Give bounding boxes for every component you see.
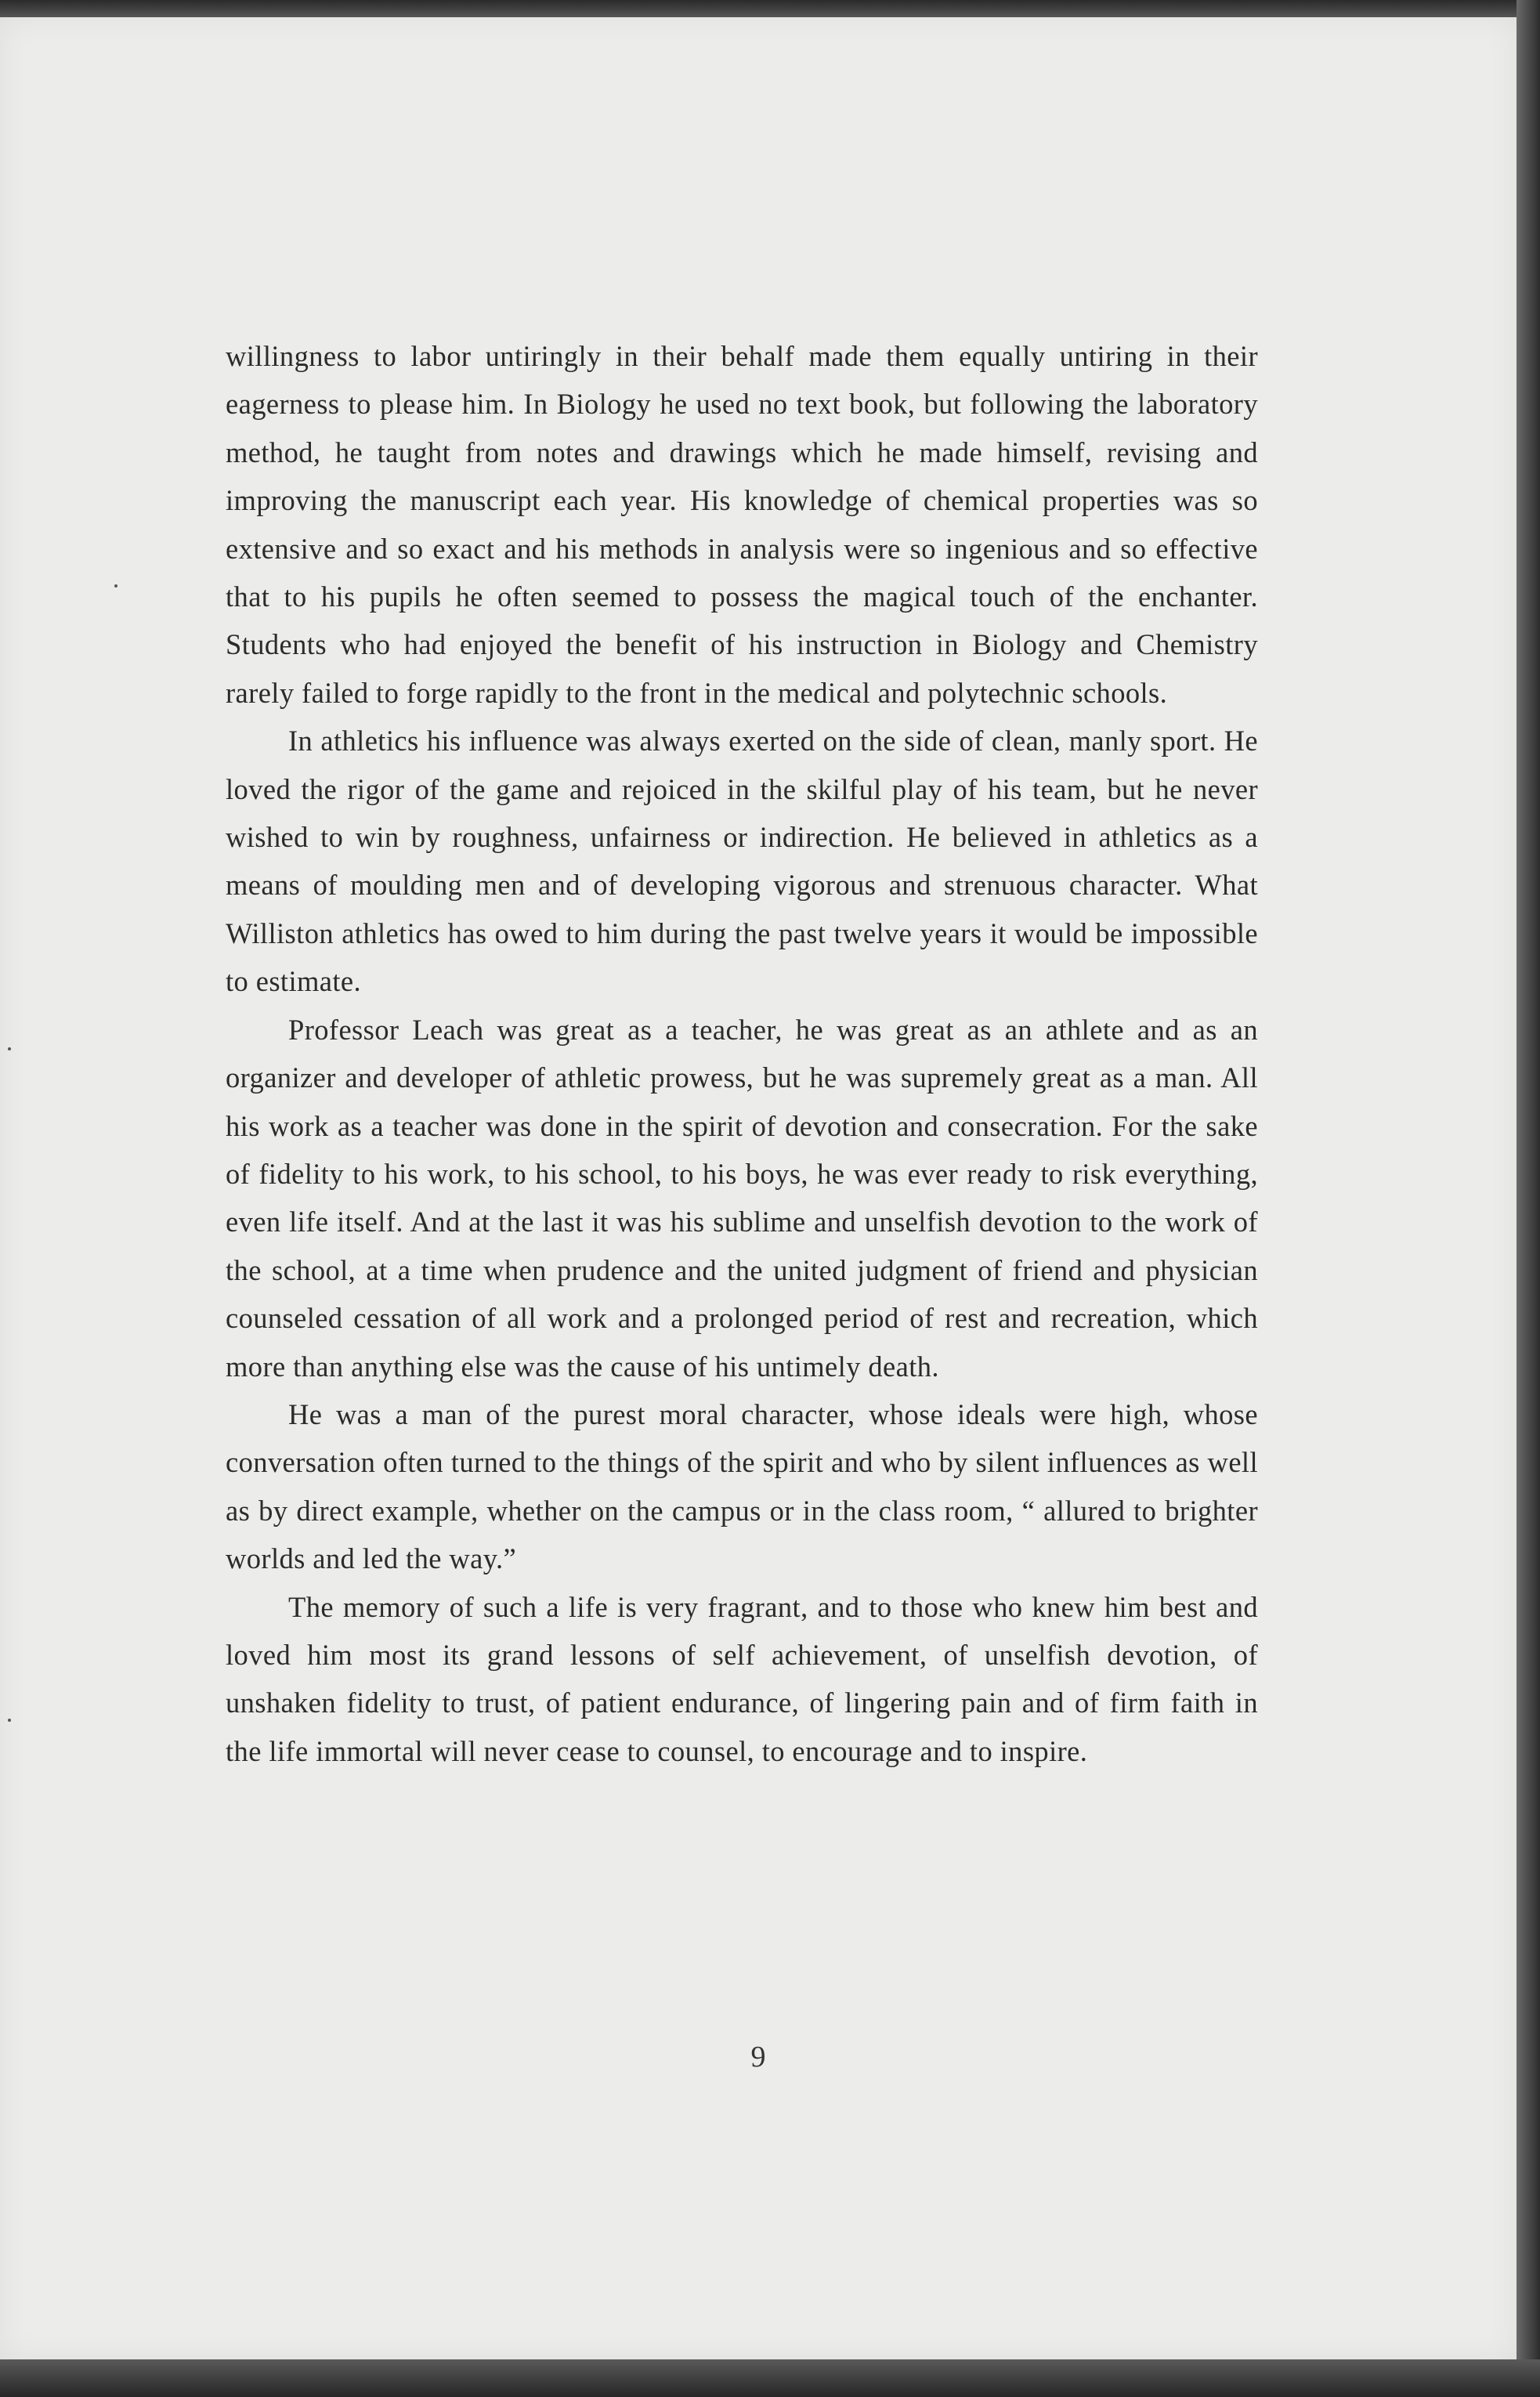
- paragraph-continuation: willingness to labor untiringly in their behalf made them equally untiring in their eagerness to please him. In Biology he used no text book, but following the laboratory method, he taught from notes and drawings which he made himself, revising and improving the manuscript each year. His knowledge of chemical properties was so extensive and so exact and his methods in analysis were so ingenious and so effective that to his pupils he often seemed to possess the magical touch of the enchanter. Students who had enjoyed the benefit of his instruction in Biology and Chemistry rarely failed to forge rapidly to the front in the medical and polytechnic schools.: [226, 340, 1258, 709]
- paragraph-athletics: In athletics his influence was always exerted on the side of clean, manly sport. He loved the rigor of the game and rejoiced in the skilful play of his team, but he never wished to win by roughness, unfairness or indirection. He believed in athletics as a means of moulding men and of developing vigorous and strenuous character. What Williston athletics has owed to him during the past twelve years it would be impossible to estimate.: [226, 725, 1258, 998]
- scan-border-bottom: [0, 2359, 1540, 2397]
- paragraph-memory: The memory of such a life is very fragrant, and to those who knew him best and loved him most its grand lessons of self achievement, of unselfish devotion, of unshaken fidelity to trust, of patient endurance, of lingering pain and of firm faith in the life immortal will never cease to counsel, to encourage and to inspire.: [226, 1590, 1258, 1767]
- body-text: [226, 332, 1258, 1775]
- page-number: 9: [750, 2041, 766, 2073]
- scan-border-top: [0, 0, 1540, 17]
- margin-speck: [8, 1047, 11, 1050]
- margin-speck: [114, 584, 117, 588]
- scan-border-right: [1517, 0, 1540, 2397]
- document-page: [0, 17, 1517, 2359]
- paragraph-moral-character: He was a man of the purest moral character, whose ideals were high, whose conversation often turned to the things of the spirit and who by silent influences as well as by direct example, whether on the campus or in the class room, “ allured to brighter worlds and led the way.”: [226, 1397, 1258, 1575]
- paragraph-professor-leach: Professor Leach was great as a teacher, he was great as an athlete and as an organizer and developer of athletic prowess, but he was supremely great as a man. All his work as a teacher was done in the spirit of devotion and consecration. For the sake of fidelity to his work, to his school, to his boys, he was ever ready to risk everything, even life itself. And at the last it was his sublime and unselfish devotion to the work of the school, at a time when prudence and the united judgment of friend and physician counseled cessation of all work and a prolonged period of rest and recreation, which more than anything else was the cause of his untimely death.: [226, 1013, 1258, 1383]
- margin-speck: [8, 1719, 11, 1722]
